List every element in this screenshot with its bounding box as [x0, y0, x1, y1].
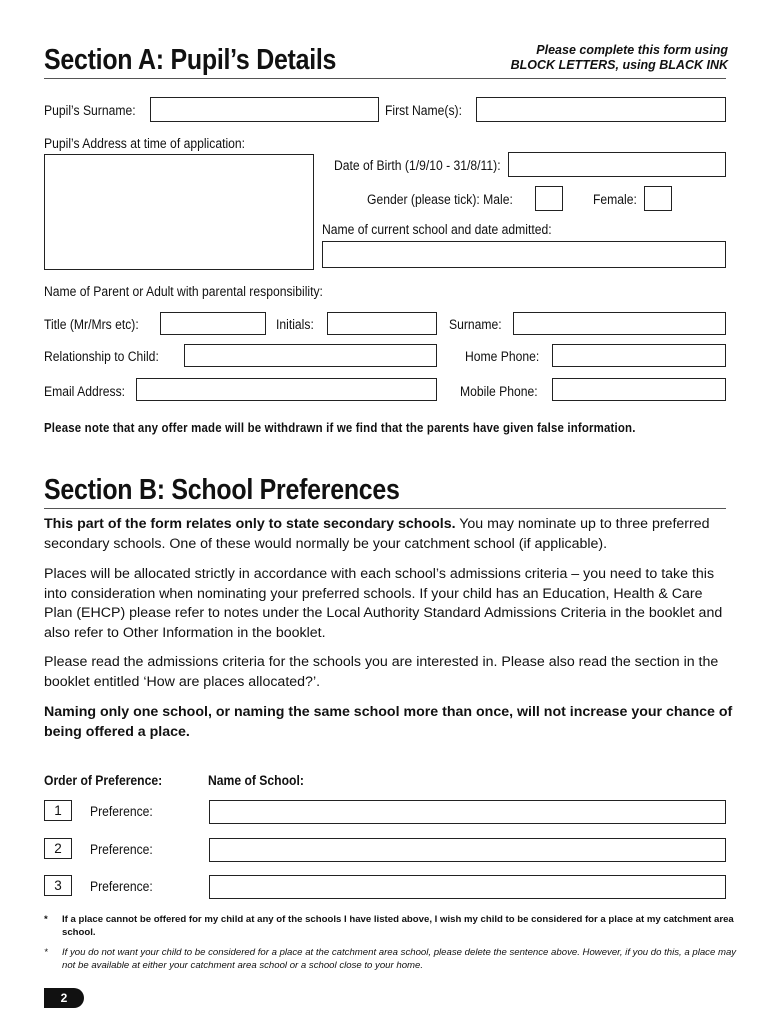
pupil-surname-input[interactable] — [150, 97, 379, 122]
false-info-note: Please note that any offer made will be withdrawn if we find that the parents have given false information. — [44, 420, 636, 435]
current-school-input[interactable] — [322, 241, 726, 268]
surname-label: Surname: — [449, 317, 502, 332]
initials-label: Initials: — [276, 317, 314, 332]
first-names-input[interactable] — [476, 97, 726, 122]
address-label: Pupil’s Address at time of application: — [44, 136, 246, 151]
order-header: Order of Preference: — [44, 773, 163, 788]
preference-2-input[interactable] — [209, 838, 726, 862]
preference-number: 3 — [44, 875, 72, 896]
parent-label: Name of Parent or Adult with parental responsibility: — [44, 284, 323, 299]
footnote-delete-text: If you do not want your child to be considered for a place at the catchment area school, please delete the sentence above. However, if you do this, a place may not be available at either your catchment area school or a school close to your home. — [62, 947, 737, 971]
dob-input[interactable] — [508, 152, 726, 177]
preference-1-input[interactable] — [209, 800, 726, 824]
preference-label: Preference: — [90, 842, 153, 857]
school-name-header: Name of School: — [208, 773, 304, 788]
gender-label: Gender (please tick): Male: — [367, 192, 513, 207]
section-b-divider — [44, 508, 726, 509]
female-checkbox[interactable] — [644, 186, 672, 211]
section-a-title: Section A: Pupil’s Details — [44, 44, 337, 76]
address-input[interactable] — [44, 154, 314, 270]
pupil-surname-label: Pupil’s Surname: — [44, 103, 136, 118]
parent-surname-input[interactable] — [513, 312, 726, 335]
section-b-title: Section B: School Preferences — [44, 474, 400, 506]
page-number-badge: 2 — [44, 988, 84, 1008]
instructions-line-2: BLOCK LETTERS, using BLACK INK — [510, 58, 728, 72]
title-input[interactable] — [160, 312, 266, 335]
first-names-label: First Name(s): — [385, 103, 462, 118]
mobile-phone-input[interactable] — [552, 378, 726, 401]
current-school-label: Name of current school and date admitted: — [322, 222, 552, 237]
form-instructions — [511, 43, 728, 73]
email-input[interactable] — [136, 378, 437, 401]
relationship-input[interactable] — [184, 344, 437, 367]
intro-bold: This part of the form relates only to state secondary schools. — [44, 516, 456, 532]
relationship-label: Relationship to Child: — [44, 349, 159, 364]
footnote-star: * — [44, 947, 48, 958]
preference-number: 2 — [44, 838, 72, 859]
preference-number: 1 — [44, 800, 72, 821]
footnote-catchment-text: If a place cannot be offered for my child at any of the schools I have listed above, I wish my child to be considered for a place at my catchment area school. — [62, 914, 734, 938]
home-phone-input[interactable] — [552, 344, 726, 367]
preference-label: Preference: — [90, 879, 153, 894]
warning-paragraph: Naming only one school, or naming the same school more than once, will not increase your chance of being offered a place. — [44, 704, 733, 740]
intro-rest: You may nominate up to three preferred secondary schools. One of these would normally be your catchment school (if applicable). — [44, 516, 710, 552]
male-checkbox[interactable] — [535, 186, 563, 211]
instructions-line-1: Please complete this form using — [536, 43, 728, 57]
footnote-star: * — [44, 914, 48, 925]
preference-label: Preference: — [90, 804, 153, 819]
mobile-phone-label: Mobile Phone: — [460, 384, 538, 399]
criteria-paragraph: Please read the admissions criteria for the schools you are interested in. Please also read the section in the booklet entitled ‘How are places allocated?’. — [44, 654, 719, 690]
dob-label: Date of Birth (1/9/10 - 31/8/11): — [334, 158, 501, 173]
section-a-divider — [44, 78, 726, 79]
female-label: Female: — [593, 192, 637, 207]
section-b-intro — [44, 515, 734, 554]
preference-3-input[interactable] — [209, 875, 726, 899]
initials-input[interactable] — [327, 312, 437, 335]
title-label: Title (Mr/Mrs etc): — [44, 317, 139, 332]
home-phone-label: Home Phone: — [465, 349, 540, 364]
email-label: Email Address: — [44, 384, 126, 399]
allocation-paragraph: Places will be allocated strictly in accordance with each school’s admissions criteria – you need to take this into consideration when nominating your preferred schools. If your child has an Education, Health & Care Plan (EHCP) please refer to notes under the Local Authority Standard Admissions Criteria in the booklet and also refer to Other Information in the booklet. — [44, 566, 723, 641]
